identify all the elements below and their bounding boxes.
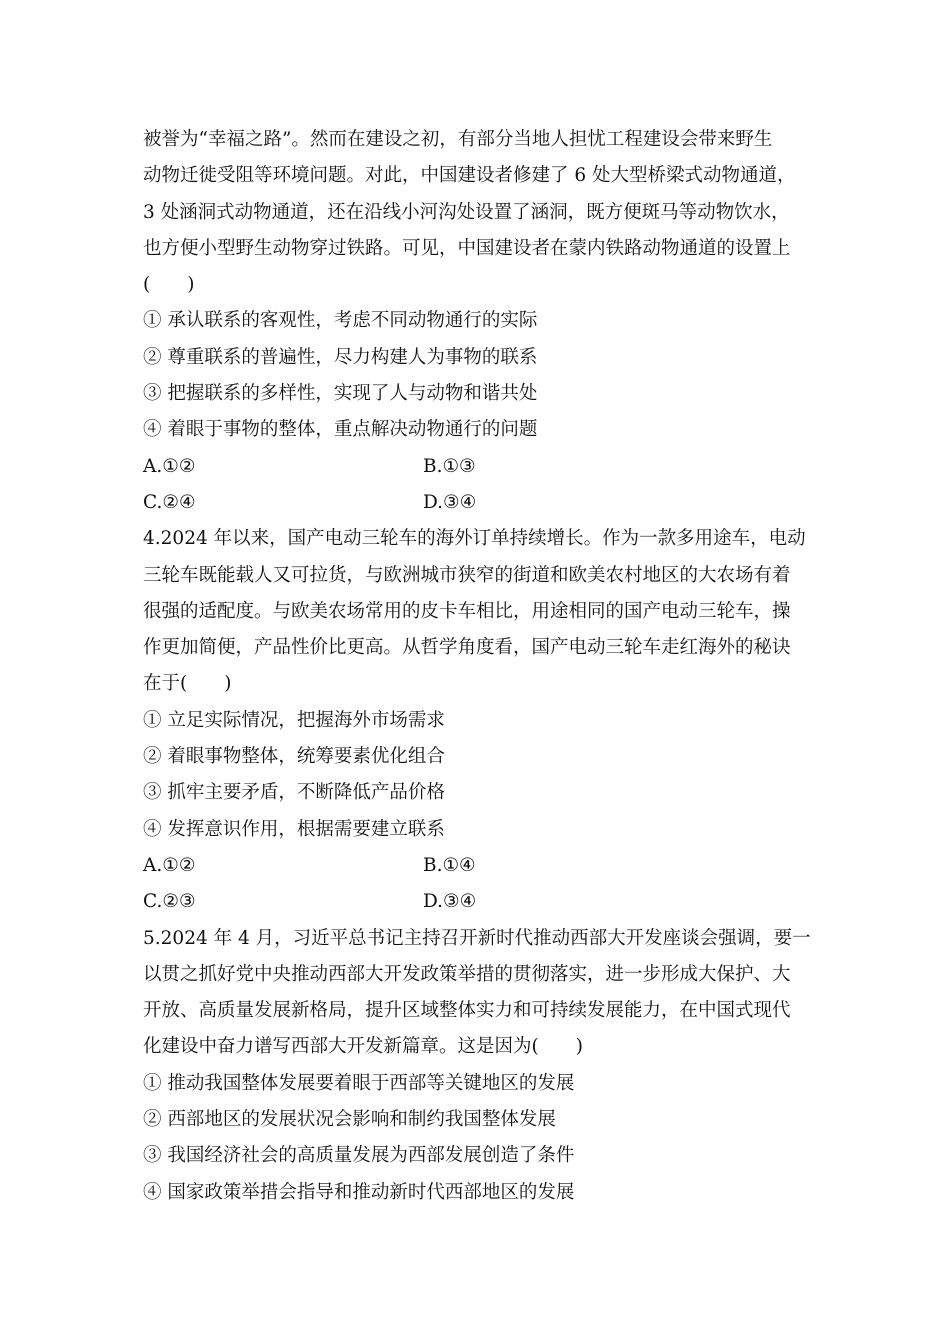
q4-stem-line: 4.2024 年以来，国产电动三轮车的海外订单持续增长。作为一款多用途车，电动 xyxy=(143,528,806,550)
q3-option-d: D.③④ xyxy=(423,491,477,513)
q3-option-b: B.①③ xyxy=(423,455,476,477)
q4-stem-line: 作更加简便，产品性价比更高。从哲学角度看，国产电动三轮车走红海外的秘诀 xyxy=(143,637,791,659)
q3-stem-line: 3 处涵洞式动物通道，还在沿线小河沟处设置了涵洞，既方便斑马等动物饮水， xyxy=(143,201,790,223)
q4-option-d: D.③④ xyxy=(423,891,477,913)
q3-item-3: ③ 把握联系的多样性，实现了人与动物和谐共处 xyxy=(143,383,538,405)
q5-stem-line: 化建设中奋力谱写西部大开发新篇章。这是因为( ) xyxy=(143,1036,583,1058)
q3-item-4: ④ 着眼于事物的整体，重点解决动物通行的问题 xyxy=(143,419,538,441)
q4-options-row-1 xyxy=(143,848,825,884)
q5-item-2: ② 西部地区的发展状况会影响和制约我国整体发展 xyxy=(143,1109,556,1131)
q3-option-a: A.①② xyxy=(143,455,196,477)
q4-stem-line: 在于( ) xyxy=(143,673,232,695)
q4-stem-line: 很强的适配度。与欧美农场常用的皮卡车相比，用途相同的国产电动三轮车，操 xyxy=(143,600,791,622)
q3-answer-blank: ( ) xyxy=(143,274,195,296)
q3-stem-line: 被誉为“幸福之路”。然而在建设之初，有部分当地人担忧工程建设会带来野生 xyxy=(143,129,773,150)
q4-item-3: ③ 抓牢主要矛盾，不断降低产品价格 xyxy=(143,782,445,804)
q5-stem-line: 开放、高质量发展新格局，提升区域整体实力和可持续发展能力，在中国式现代 xyxy=(143,1000,791,1022)
q4-item-4: ④ 发挥意识作用，根据需要建立联系 xyxy=(143,818,445,840)
q3-stem-line: 也方便小型野生动物穿过铁路。可见，中国建设者在蒙内铁路动物通道的设置上 xyxy=(143,237,791,259)
q3-item-2: ② 尊重联系的普遍性，尽力构建人为事物的联系 xyxy=(143,346,538,368)
q3-stem-line: 动物迁徙受阻等环境问题。对此，中国建设者修建了 6 处大型桥梁式动物通道， xyxy=(143,165,796,187)
q5-stem-line: 以贯之抓好党中央推动西部大开发政策举措的贯彻落实，进一步形成大保护、大 xyxy=(143,963,791,985)
q5-item-4: ④ 国家政策举措会指导和推动新时代西部地区的发展 xyxy=(143,1181,575,1203)
q4-option-b: B.①④ xyxy=(423,854,476,876)
q5-stem-line: 5.2024 年 4 月，习近平总书记主持召开新时代推动西部大开发座谈会强调，要一 xyxy=(143,927,811,949)
q3-item-1: ① 承认联系的客观性，考虑不同动物通行的实际 xyxy=(143,310,538,332)
question-3 xyxy=(143,122,825,521)
q3-options-row-2 xyxy=(143,485,825,521)
question-4 xyxy=(143,521,825,920)
q4-option-c: C.②③ xyxy=(143,891,196,913)
q4-stem-line: 三轮车既能载人又可拉货，与欧洲城市狭窄的街道和欧美农村地区的大农场有着 xyxy=(143,564,791,586)
q4-option-a: A.①② xyxy=(143,854,196,876)
q3-option-c: C.②④ xyxy=(143,491,196,513)
document-page xyxy=(143,122,825,1211)
q5-item-1: ① 推动我国整体发展要着眼于西部等关键地区的发展 xyxy=(143,1072,575,1094)
q3-options-row-1 xyxy=(143,449,825,485)
q5-item-3: ③ 我国经济社会的高质量发展为西部发展创造了条件 xyxy=(143,1145,575,1167)
q4-options-row-2 xyxy=(143,884,825,920)
q4-item-2: ② 着眼事物整体，统筹要素优化组合 xyxy=(143,746,445,768)
q4-item-1: ① 立足实际情况，把握海外市场需求 xyxy=(143,709,445,731)
question-5 xyxy=(143,921,825,1211)
